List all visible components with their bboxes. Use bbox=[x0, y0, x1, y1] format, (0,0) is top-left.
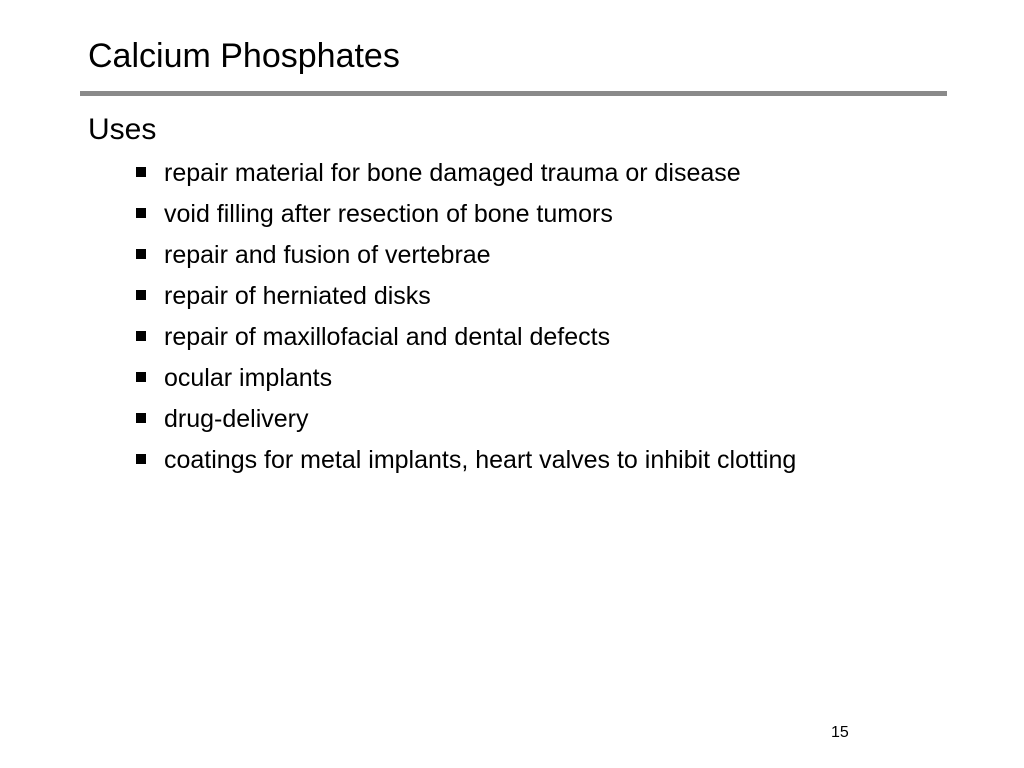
square-bullet-icon bbox=[136, 208, 146, 218]
list-item bbox=[133, 401, 796, 442]
list-item-text: ocular implants bbox=[164, 364, 333, 392]
list-item bbox=[133, 319, 796, 360]
square-bullet-icon bbox=[136, 167, 146, 177]
section-heading: Uses bbox=[88, 113, 157, 146]
square-bullet-icon bbox=[136, 249, 146, 259]
list-item bbox=[133, 442, 796, 483]
square-bullet-icon bbox=[136, 454, 146, 464]
list-item bbox=[133, 155, 796, 196]
square-bullet-icon bbox=[136, 413, 146, 423]
page-number: 15 bbox=[831, 724, 849, 741]
square-bullet-icon bbox=[136, 372, 146, 382]
list-item-text: repair of maxillofacial and dental defects bbox=[164, 323, 611, 351]
slide-title: Calcium Phosphates bbox=[88, 37, 400, 75]
list-item-text: repair material for bone damaged trauma or disease bbox=[164, 159, 741, 187]
list-item-text: coatings for metal implants, heart valves to inhibit clotting bbox=[164, 446, 797, 474]
bullet-list bbox=[133, 155, 796, 483]
list-item bbox=[133, 196, 796, 237]
list-item-text: drug-delivery bbox=[164, 405, 309, 433]
title-divider bbox=[80, 91, 947, 96]
list-item bbox=[133, 237, 796, 278]
square-bullet-icon bbox=[136, 290, 146, 300]
list-item-text: repair and fusion of vertebrae bbox=[164, 241, 491, 269]
list-item-text: void filling after resection of bone tumors bbox=[164, 200, 613, 228]
list-item bbox=[133, 360, 796, 401]
square-bullet-icon bbox=[136, 331, 146, 341]
list-item-text: repair of herniated disks bbox=[164, 282, 431, 310]
list-item bbox=[133, 278, 796, 319]
